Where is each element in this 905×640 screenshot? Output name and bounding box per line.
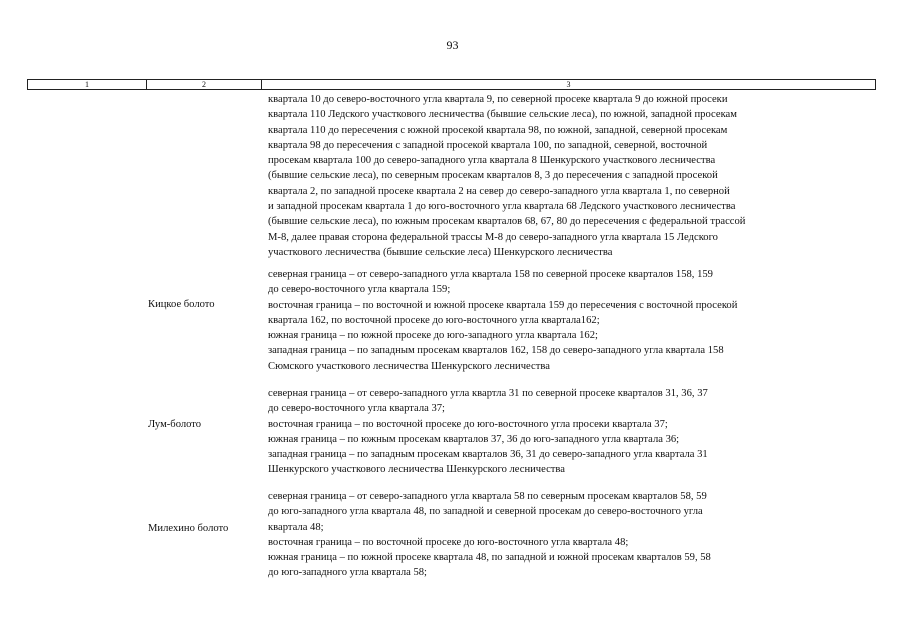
text-line: до северо-восточного угла квартала 37; xyxy=(268,403,445,415)
text-line: квартала 110 Ледского участкового лесничества (бывшие сельские леса), по южной, западной просекам xyxy=(268,109,737,121)
text-line: восточная граница – по восточной просеке до юго-восточного угла просеки квартала 37; xyxy=(268,418,668,430)
text-line: северная граница – от северо-западного угла квартала 58 по северным просекам кварталов 58, 59 xyxy=(268,491,707,502)
row-name-milekhino: Милехино болото xyxy=(148,523,229,534)
text-line: и западной просекам квартала 1 до юго-восточного угла квартала 68 Ледского участкового лесничества xyxy=(268,201,736,213)
row-name-lum: Лум-болото xyxy=(148,419,202,430)
header-col-2: 2 xyxy=(147,80,262,89)
row-milekhino-text xyxy=(268,489,868,581)
text-line: восточная граница – по восточной просеке до юго-восточного угла квартала 48; xyxy=(268,536,629,548)
text-line: западная граница – по западным просекам кварталов 162, 158 до северо-западного угла квартала 158 xyxy=(268,345,724,357)
text-line: южная граница – по южной просеке квартала 48, по западной и южной просекам кварталов 59, 58 xyxy=(268,552,711,564)
text-line: до северо-восточного угла квартала 159; xyxy=(268,284,451,296)
text-line: участкового лесничества (бывшие сельские леса) Шенкурского лесничества xyxy=(268,246,613,258)
text-line: до юго-западного угла квартала 48, по западной и северной просекам до северо-восточного угла xyxy=(268,506,703,518)
text-line: южная граница – по южным просекам кварталов 37, 36 до юго-западного угла квартала 36; xyxy=(268,433,680,445)
text-line: квартала 98 до пересечения с западной просекой квартала 100, по западной, северной, восточной xyxy=(268,139,708,151)
table-header-row xyxy=(27,79,876,90)
text-line: Сюмского участкового лесничества Шенкурского лесничества xyxy=(268,360,550,372)
row-kitskoe-text xyxy=(268,267,868,374)
row-lum-text xyxy=(268,386,868,478)
text-line: восточная граница – по восточной и южной просеке квартала 159 до пересечения с восточной просекой xyxy=(268,299,738,311)
text-line: квартала 48; xyxy=(268,521,324,533)
text-line: (бывшие сельские леса), по северным просекам кварталов 8, 3 до пересечения с западной просекой xyxy=(268,170,718,182)
text-line: квартала 10 до северо-восточного угла квартала 9, по северной просеке квартала 9 до южной просеки xyxy=(268,94,728,105)
text-line: до юго-западного угла квартала 58; xyxy=(268,567,427,579)
header-col-1: 1 xyxy=(28,80,147,89)
text-line: Шенкурского участкового лесничества Шенкурского лесничества xyxy=(268,464,565,476)
row-continuation-text xyxy=(268,92,868,260)
text-line: М-8, далее правая сторона федеральной трассы М-8 до северо-западного угла квартала 15 Ледского xyxy=(268,231,718,243)
text-line: южная граница – по южной просеке до юго-западного угла квартала 162; xyxy=(268,330,598,342)
row-name-kitskoe: Кицкое болото xyxy=(148,299,215,310)
text-line: западная граница – по западным просекам кварталов 36, 31 до северо-западного угла квартала 31 xyxy=(268,449,708,461)
text-line: (бывшие сельские леса), по южным просекам кварталов 68, 67, 80 до пересечения с федеральной трассой xyxy=(268,216,746,228)
text-line: северная граница – от северо-западного угла квартала 158 по северной просеке кварталов 158, 159 xyxy=(268,269,713,280)
text-line: квартала 110 до пересечения с южной просекой квартала 98, по южной, западной, северной просекам xyxy=(268,124,728,136)
header-col-3: 3 xyxy=(566,80,571,89)
text-line: квартала 162, по восточной просеке до юго-восточного угла квартала162; xyxy=(268,314,600,326)
text-line: квартала 2, по западной просеке квартала 2 на север до северо-западного угла квартала 1, по северной xyxy=(268,185,730,197)
text-line: просекам квартала 100 до северо-западного угла квартала 8 Шенкурского участкового лесничества xyxy=(268,155,716,167)
text-line: северная граница – от северо-западного угла квартла 31 по северной просеке кварталов 31, 36, 37 xyxy=(268,388,708,399)
page-number: 93 xyxy=(446,38,459,52)
